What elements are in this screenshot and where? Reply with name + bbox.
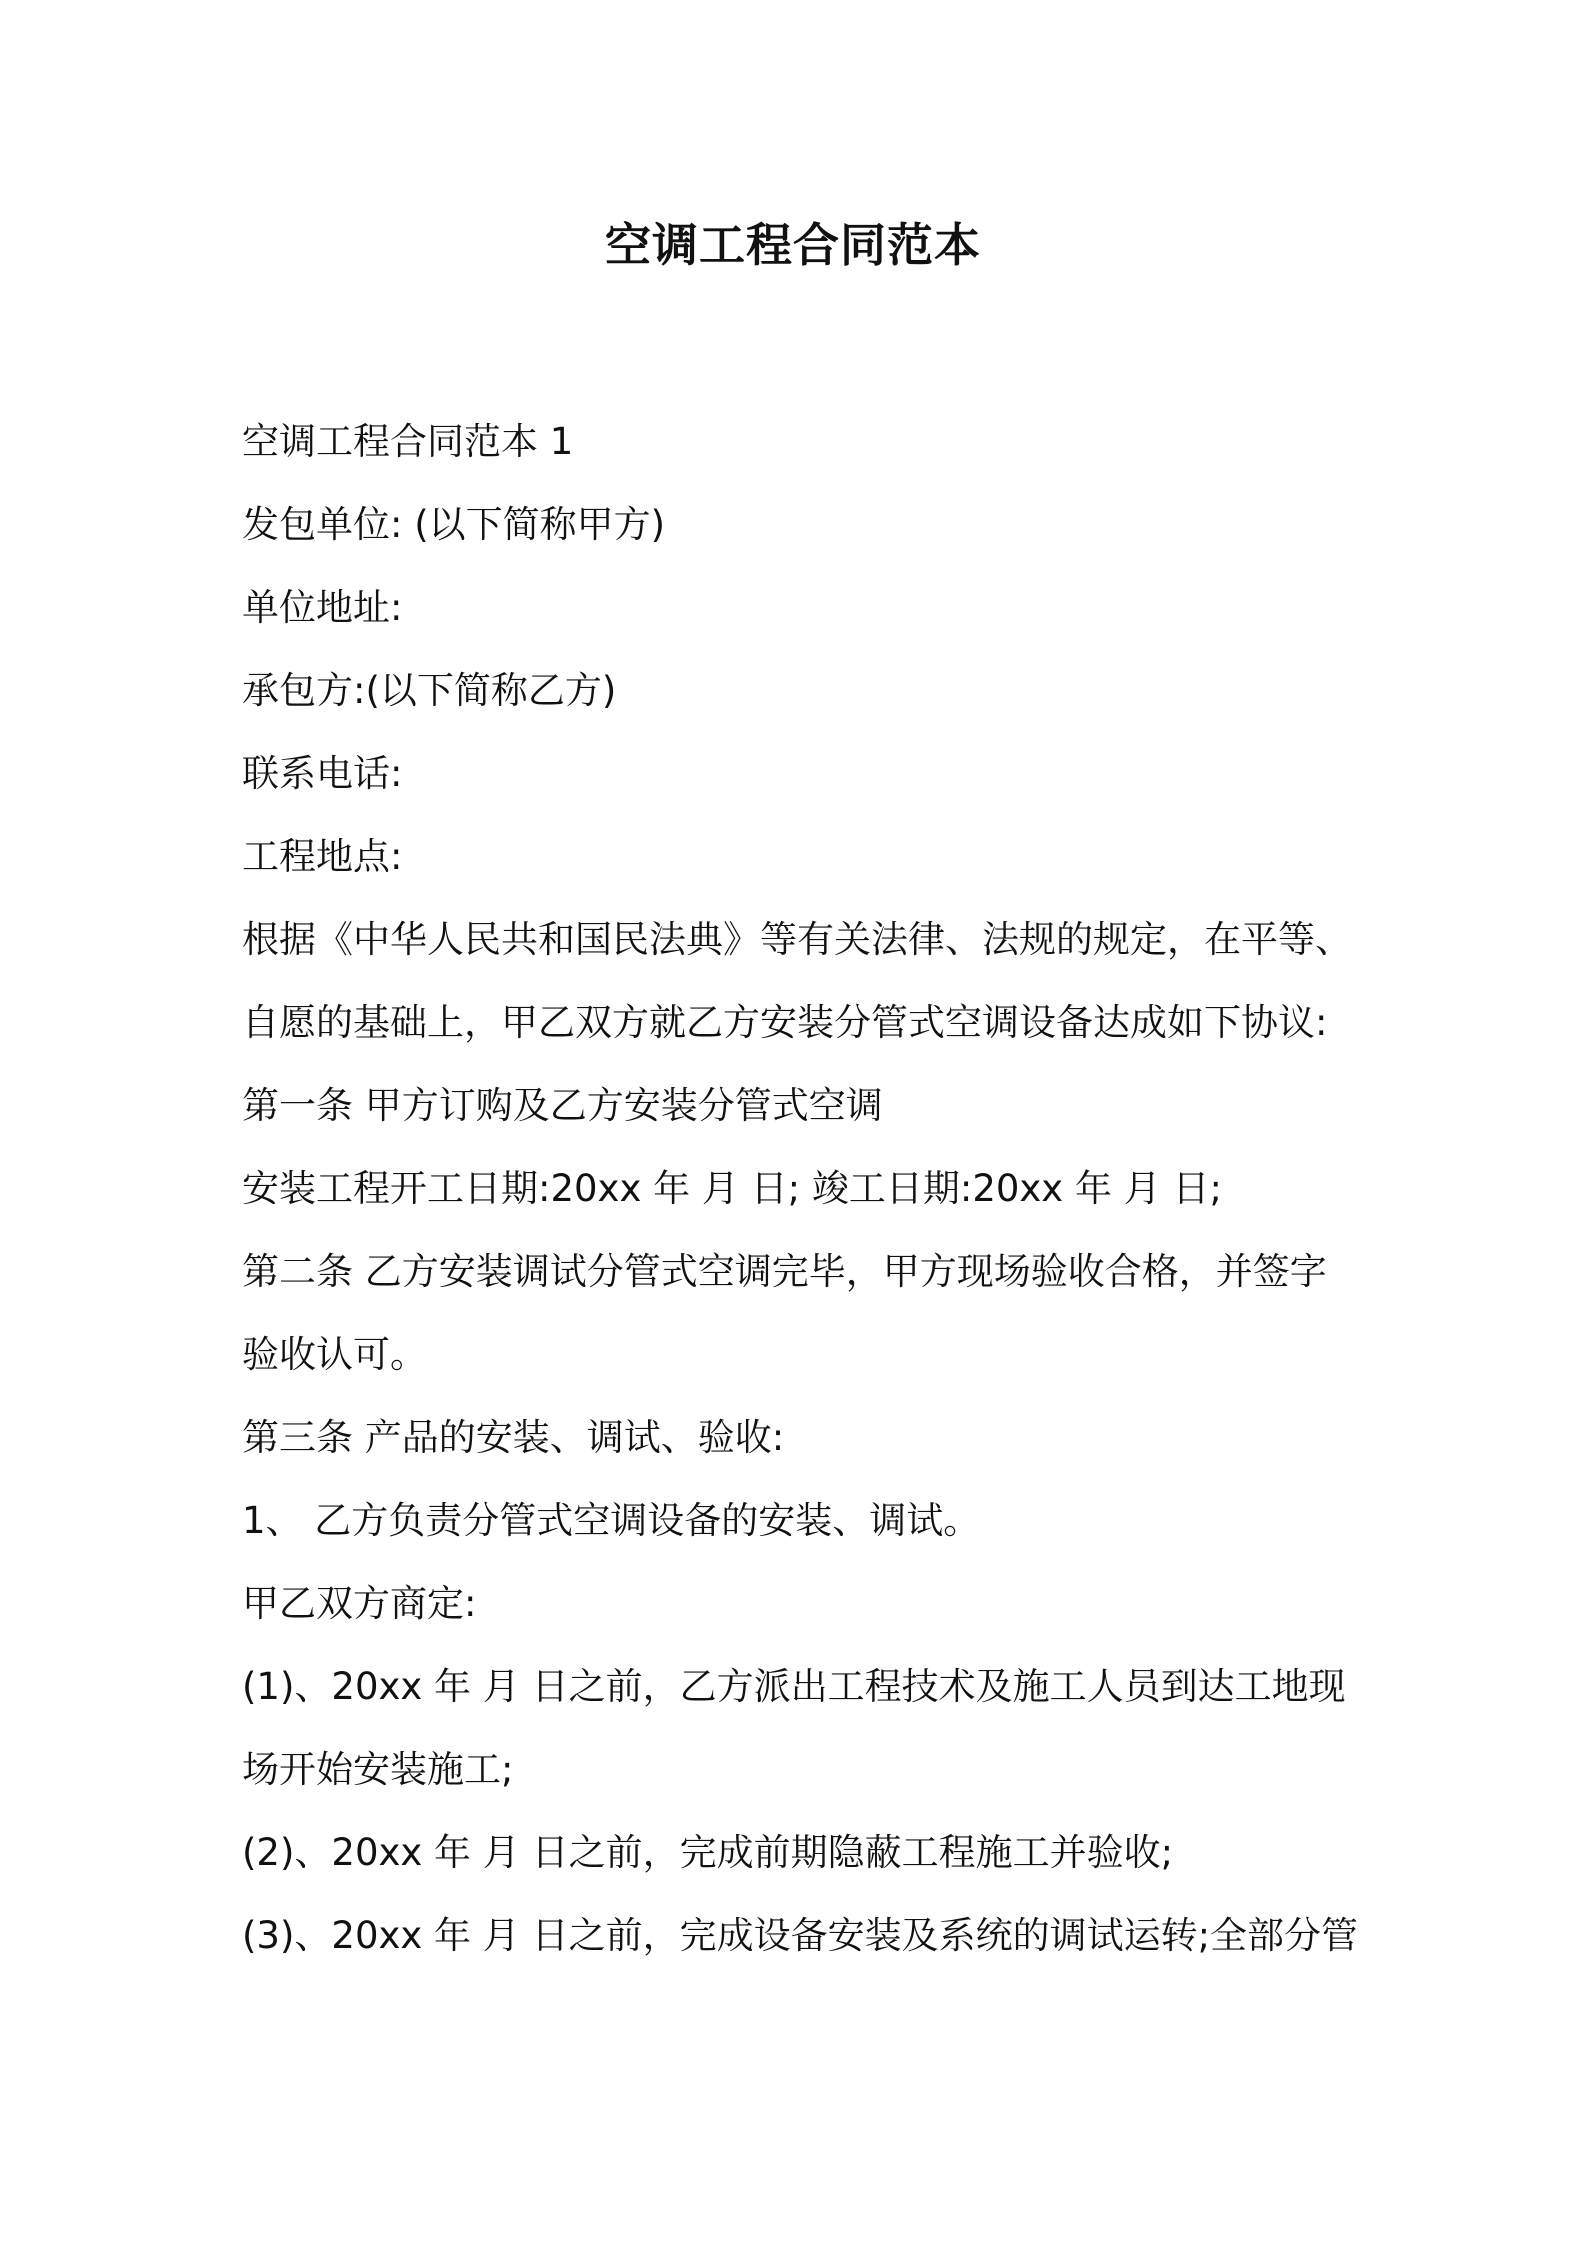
line-subtitle: 空调工程合同范本 1 [242, 420, 574, 463]
line-agreed: 甲乙双方商定: [242, 1582, 477, 1625]
line-employer-address: 单位地址: [242, 586, 403, 629]
line-contractor: 承包方:(以下简称乙方) [242, 669, 617, 712]
line-item-1b: 场开始安装施工; [242, 1748, 514, 1791]
line-clause-1: 1、 乙方负责分管式空调设备的安装、调试。 [242, 1499, 981, 1542]
line-article-3: 第三条 产品的安装、调试、验收: [242, 1416, 785, 1459]
line-article-1: 第一条 甲方订购及乙方安装分管式空调 [242, 1084, 883, 1127]
line-employer: 发包单位: (以下简称甲方) [242, 503, 666, 546]
line-item-2: (2)、20xx 年 月 日之前，完成前期隐蔽工程施工并验收; [242, 1831, 1174, 1874]
line-phone: 联系电话: [242, 752, 403, 795]
document-body [242, 400, 1362, 1977]
line-item-1a: (1)、20xx 年 月 日之前，乙方派出工程技术及施工人员到达工地现 [242, 1665, 1346, 1708]
line-article-2a: 第二条 乙方安装调试分管式空调完毕，甲方现场验收合格，并签字 [242, 1250, 1327, 1293]
line-article-2b: 验收认可。 [242, 1333, 427, 1376]
line-dates: 安装工程开工日期:20xx 年 月 日; 竣工日期:20xx 年 月 日; [242, 1167, 1222, 1210]
line-site: 工程地点: [242, 835, 403, 878]
page-title: 空调工程合同范本 [605, 218, 981, 272]
line-preamble-2: 自愿的基础上，甲乙双方就乙方安装分管式空调设备达成如下协议: [242, 1001, 1328, 1044]
line-item-3: (3)、20xx 年 月 日之前，完成设备安装及系统的调试运转;全部分管 [242, 1914, 1359, 1957]
line-preamble-1: 根据《中华人民共和国民法典》等有关法律、法规的规定，在平等、 [242, 918, 1352, 961]
